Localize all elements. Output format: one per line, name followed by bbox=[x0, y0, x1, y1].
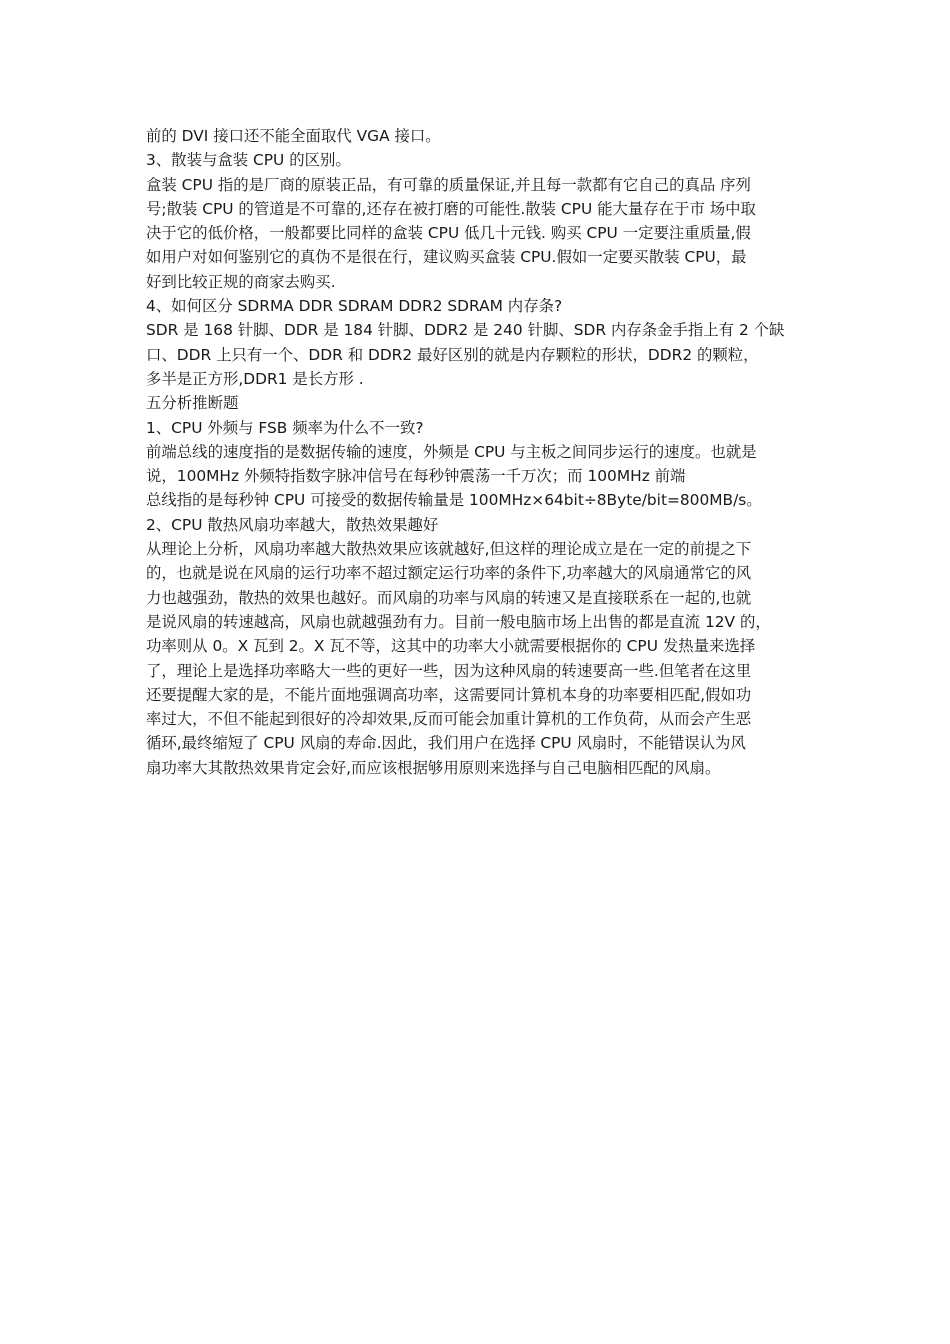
text-line: 好到比较正规的商家去购买. bbox=[146, 272, 336, 291]
section-heading: 1、CPU 外频与 FSB 频率为什么不一致? bbox=[146, 418, 424, 437]
text-line: 说，100MHz 外频特指数字脉冲信号在每秒钟震荡一千万次；而 100MHz 前端 bbox=[146, 467, 686, 486]
section-heading: 2、CPU 散热风扇功率越大，散热效果趣好 bbox=[146, 515, 439, 534]
text-line: 力也越强劲，散热的效果也越好。而风扇的功率与风扇的转速又是直接联系在一起的,也就 bbox=[146, 588, 752, 607]
text-line: 前的 DVI 接口还不能全面取代 VGA 接口。 bbox=[146, 127, 441, 145]
text-line: 还要提醒大家的是，不能片面地强调高功率，这需要同计算机本身的功率要相匹配,假如功 bbox=[146, 685, 752, 704]
text-line: 循环,最终缩短了 CPU 风扇的寿命.因此，我们用户在选择 CPU 风扇时，不能错误认为风 bbox=[146, 734, 746, 753]
text-line: 决于它的低价格，一般都要比同样的盒装 CPU 低几十元钱. 购买 CPU 一定要注重质量,假 bbox=[146, 224, 751, 243]
text-line: 的，也就是说在风扇的运行功率不超过额定运行功率的条件下,功率越大的风扇通常它的风 bbox=[146, 564, 752, 583]
text-line: 率过大，不但不能起到很好的冷却效果,反而可能会加重计算机的工作负荷，从而会产生恶 bbox=[146, 710, 752, 729]
section-heading: 4、如何区分 SDRMA DDR SDRAM DDR2 SDRAM 内存条? bbox=[146, 297, 563, 316]
text-line: 总线指的是每秒钟 CPU 可接受的数据传输量是 100MHz×64bit÷8Byte/bit=800MB/s。 bbox=[146, 491, 762, 510]
text-line: 了，理论上是选择功率略大一些的更好一些，因为这种风扇的转速要高一些.但笔者在这里 bbox=[146, 661, 752, 680]
text-line: 如用户对如何鉴别它的真伪不是很在行，建议购买盒装 CPU.假如一定要买散装 CPU，最 bbox=[146, 248, 747, 267]
text-line: 口、DDR 上只有一个、DDR 和 DDR2 最好区别的就是内存颗粒的形状，DDR2 的颗粒， bbox=[146, 345, 759, 364]
text-line: SDR 是 168 针脚、DDR 是 184 针脚、DDR2 是 240 针脚、SDR 内存条金手指上有 2 个缺 bbox=[146, 321, 785, 340]
text-line: 扇功率大其散热效果肯定会好,而应该根据够用原则来选择与自己电脑相匹配的风扇。 bbox=[146, 758, 721, 777]
document-body bbox=[146, 124, 814, 780]
text-line: 是说风扇的转速越高，风扇也就越强劲有力。目前一般电脑市场上出售的都是直流 12V 的， bbox=[146, 612, 771, 631]
text-line: 号;散装 CPU 的管道是不可靠的,还存在被打磨的可能性.散装 CPU 能大量存在于市 场中取 bbox=[146, 199, 756, 218]
text-line: 前端总线的速度指的是数据传输的速度，外频是 CPU 与主板之间同步运行的速度。也就是 bbox=[146, 442, 757, 461]
text-line: 盒装 CPU 指的是厂商的原装正品，有可靠的质量保证,并且每一款都有它自己的真品 序列 bbox=[146, 175, 751, 194]
text-line: 多半是正方形,DDR1 是长方形 . bbox=[146, 369, 364, 388]
chapter-heading: 五分析推断题 bbox=[146, 394, 239, 413]
section-heading: 3、散装与盒装 CPU 的区别。 bbox=[146, 151, 351, 170]
text-line: 从理论上分析，风扇功率越大散热效果应该就越好,但这样的理论成立是在一定的前提之下 bbox=[146, 540, 752, 559]
text-line: 功率则从 0。X 瓦到 2。X 瓦不等，这其中的功率大小就需要根据你的 CPU 发热量来选择 bbox=[146, 637, 756, 656]
